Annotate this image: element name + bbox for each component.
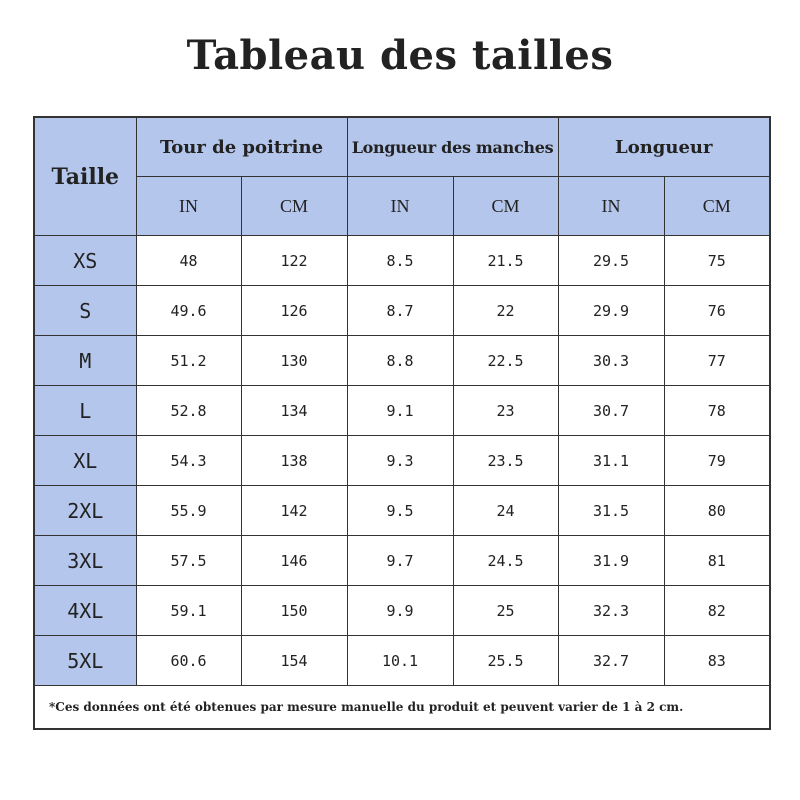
measurement-cell: 21.5 bbox=[453, 236, 558, 286]
measurement-cell: 134 bbox=[241, 386, 347, 436]
unit-header: CM bbox=[241, 177, 347, 236]
measurement-cell: 30.7 bbox=[558, 386, 664, 436]
table-row bbox=[34, 386, 770, 436]
measurement-cell: 32.3 bbox=[558, 586, 664, 636]
measurement-cell: 8.7 bbox=[347, 286, 453, 336]
measurement-cell: 9.7 bbox=[347, 536, 453, 586]
size-label: 3XL bbox=[34, 536, 136, 586]
measurement-cell: 75 bbox=[664, 236, 770, 286]
size-label: XL bbox=[34, 436, 136, 486]
size-label: M bbox=[34, 336, 136, 386]
measurement-cell: 76 bbox=[664, 286, 770, 336]
measurement-cell: 146 bbox=[241, 536, 347, 586]
measurement-cell: 154 bbox=[241, 636, 347, 686]
table-row bbox=[34, 636, 770, 686]
unit-header: CM bbox=[453, 177, 558, 236]
table-row bbox=[34, 536, 770, 586]
measurement-cell: 24 bbox=[453, 486, 558, 536]
measurement-cell: 29.9 bbox=[558, 286, 664, 336]
measurement-cell: 78 bbox=[664, 386, 770, 436]
measurement-cell: 83 bbox=[664, 636, 770, 686]
unit-header: IN bbox=[347, 177, 453, 236]
measurement-cell: 138 bbox=[241, 436, 347, 486]
table-row bbox=[34, 436, 770, 486]
measurement-cell: 29.5 bbox=[558, 236, 664, 286]
measurement-cell: 59.1 bbox=[136, 586, 241, 636]
measurement-cell: 9.5 bbox=[347, 486, 453, 536]
measurement-cell: 24.5 bbox=[453, 536, 558, 586]
measurement-cell: 122 bbox=[241, 236, 347, 286]
measurement-cell: 31.5 bbox=[558, 486, 664, 536]
measurement-cell: 54.3 bbox=[136, 436, 241, 486]
measurement-cell: 8.8 bbox=[347, 336, 453, 386]
size-label: 4XL bbox=[34, 586, 136, 636]
table-row bbox=[34, 286, 770, 336]
measurement-cell: 80 bbox=[664, 486, 770, 536]
sleeve-group-header: Longueur des manches bbox=[347, 117, 558, 177]
measurement-cell: 82 bbox=[664, 586, 770, 636]
measurement-note: *Ces données ont été obtenues par mesure manuelle du produit et peuvent varier de 1 à 2 cm. bbox=[34, 686, 770, 730]
measurement-cell: 77 bbox=[664, 336, 770, 386]
measurement-cell: 9.1 bbox=[347, 386, 453, 436]
measurement-cell: 31.9 bbox=[558, 536, 664, 586]
measurement-cell: 48 bbox=[136, 236, 241, 286]
measurement-cell: 23.5 bbox=[453, 436, 558, 486]
table-row bbox=[34, 486, 770, 536]
measurement-cell: 55.9 bbox=[136, 486, 241, 536]
size-chart-table bbox=[33, 116, 771, 730]
size-label: XS bbox=[34, 236, 136, 286]
measurement-cell: 126 bbox=[241, 286, 347, 336]
measurement-cell: 57.5 bbox=[136, 536, 241, 586]
table-row bbox=[34, 336, 770, 386]
measurement-cell: 25 bbox=[453, 586, 558, 636]
measurement-cell: 32.7 bbox=[558, 636, 664, 686]
measurement-cell: 23 bbox=[453, 386, 558, 436]
measurement-cell: 9.3 bbox=[347, 436, 453, 486]
measurement-cell: 60.6 bbox=[136, 636, 241, 686]
size-label: 5XL bbox=[34, 636, 136, 686]
measurement-cell: 31.1 bbox=[558, 436, 664, 486]
unit-header: CM bbox=[664, 177, 770, 236]
size-label: S bbox=[34, 286, 136, 336]
page-title: Tableau des tailles bbox=[186, 32, 614, 79]
size-rows bbox=[34, 236, 770, 686]
size-label: L bbox=[34, 386, 136, 436]
measurement-cell: 49.6 bbox=[136, 286, 241, 336]
measurement-cell: 142 bbox=[241, 486, 347, 536]
table-row bbox=[34, 586, 770, 636]
unit-header: IN bbox=[558, 177, 664, 236]
measurement-cell: 9.9 bbox=[347, 586, 453, 636]
size-label: 2XL bbox=[34, 486, 136, 536]
measurement-cell: 25.5 bbox=[453, 636, 558, 686]
measurement-cell: 51.2 bbox=[136, 336, 241, 386]
measurement-cell: 150 bbox=[241, 586, 347, 636]
unit-header: IN bbox=[136, 177, 241, 236]
measurement-cell: 81 bbox=[664, 536, 770, 586]
measurement-cell: 8.5 bbox=[347, 236, 453, 286]
measurement-cell: 30.3 bbox=[558, 336, 664, 386]
measurement-cell: 52.8 bbox=[136, 386, 241, 436]
size-column-header: Taille bbox=[34, 117, 136, 236]
chest-group-header: Tour de poitrine bbox=[136, 117, 347, 177]
length-group-header: Longueur bbox=[558, 117, 770, 177]
measurement-cell: 22 bbox=[453, 286, 558, 336]
table-row bbox=[34, 236, 770, 286]
measurement-cell: 79 bbox=[664, 436, 770, 486]
measurement-cell: 10.1 bbox=[347, 636, 453, 686]
measurement-cell: 22.5 bbox=[453, 336, 558, 386]
measurement-cell: 130 bbox=[241, 336, 347, 386]
